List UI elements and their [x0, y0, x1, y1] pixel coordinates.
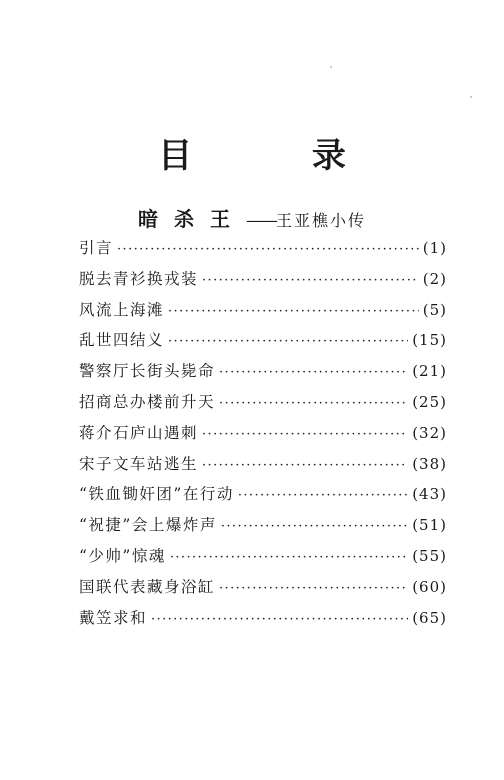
- toc-entry-title: “少帅”惊魂: [79, 546, 166, 565]
- dot-leader: [168, 297, 419, 328]
- dot-leader: [202, 420, 408, 451]
- toc-entry-title: “铁血锄奸团”在行动: [79, 485, 234, 504]
- section-heading: [0, 203, 504, 232]
- toc-entry[interactable]: [79, 295, 447, 326]
- toc-entry-title: 蒋介石庐山遇刺: [79, 423, 199, 442]
- toc-entry-page: (51): [412, 516, 447, 535]
- toc-entry-title: 引言: [79, 239, 114, 257]
- toc-entry-page: (38): [412, 454, 447, 473]
- section-title: 暗杀王: [137, 207, 246, 231]
- toc-entry-page: (43): [412, 485, 447, 504]
- toc-entry-title: 警察厅长街头毙命: [79, 362, 216, 381]
- dot-leader: [238, 481, 408, 512]
- section-subtitle: 王亚樵小传: [275, 211, 366, 230]
- table-of-contents: [79, 233, 447, 633]
- toc-entry[interactable]: [79, 572, 447, 603]
- toc-entry-title: 乱世四结义: [79, 331, 165, 350]
- dot-leader: [219, 574, 408, 605]
- toc-entry-title: “祝捷”会上爆炸声: [79, 516, 217, 535]
- toc-entry-page: (65): [412, 608, 447, 627]
- toc-entry-title: 脱去青衫换戎装: [79, 269, 199, 288]
- toc-entry-page: (1): [422, 239, 447, 257]
- page-title: 目 录: [158, 136, 400, 176]
- dot-leader: [219, 358, 408, 389]
- toc-entry-page: (25): [412, 392, 447, 411]
- dot-leader: [170, 543, 408, 574]
- toc-entry-title: 招商总办楼前升天: [79, 392, 216, 411]
- toc-entry-title: 风流上海滩: [79, 300, 165, 319]
- toc-entry[interactable]: [79, 479, 447, 510]
- dot-leader: [219, 389, 408, 420]
- toc-entry-title: 戴笠求和: [79, 608, 148, 627]
- toc-entry-page: (2): [422, 269, 447, 288]
- toc-entry-page: (55): [412, 546, 447, 565]
- toc-entry-title: 宋子文车站逃生: [79, 454, 199, 473]
- toc-entry[interactable]: [79, 603, 447, 634]
- dot-leader: [117, 235, 419, 266]
- section-dash: ——: [245, 211, 276, 231]
- toc-entry[interactable]: [79, 325, 447, 356]
- toc-entry[interactable]: [79, 264, 447, 295]
- toc-entry-page: (60): [412, 577, 447, 596]
- toc-entry[interactable]: [79, 356, 447, 387]
- toc-entry-page: (15): [412, 331, 447, 350]
- dot-leader: [168, 327, 408, 358]
- toc-entry-page: (32): [412, 423, 447, 442]
- toc-entry[interactable]: [79, 510, 447, 541]
- scan-speck: [330, 66, 332, 68]
- toc-entry[interactable]: [79, 387, 447, 418]
- dot-leader: [151, 605, 408, 636]
- dot-leader: [221, 512, 408, 543]
- toc-entry-page: (21): [412, 362, 447, 381]
- dot-leader: [202, 266, 419, 297]
- toc-entry-page: (5): [422, 300, 447, 319]
- toc-entry[interactable]: [79, 449, 447, 480]
- toc-entry[interactable]: [79, 418, 447, 449]
- scan-speck: [470, 96, 472, 98]
- toc-entry[interactable]: [79, 541, 447, 572]
- toc-entry[interactable]: [79, 233, 447, 264]
- toc-entry-title: 国联代表藏身浴缸: [79, 577, 216, 596]
- dot-leader: [202, 451, 408, 482]
